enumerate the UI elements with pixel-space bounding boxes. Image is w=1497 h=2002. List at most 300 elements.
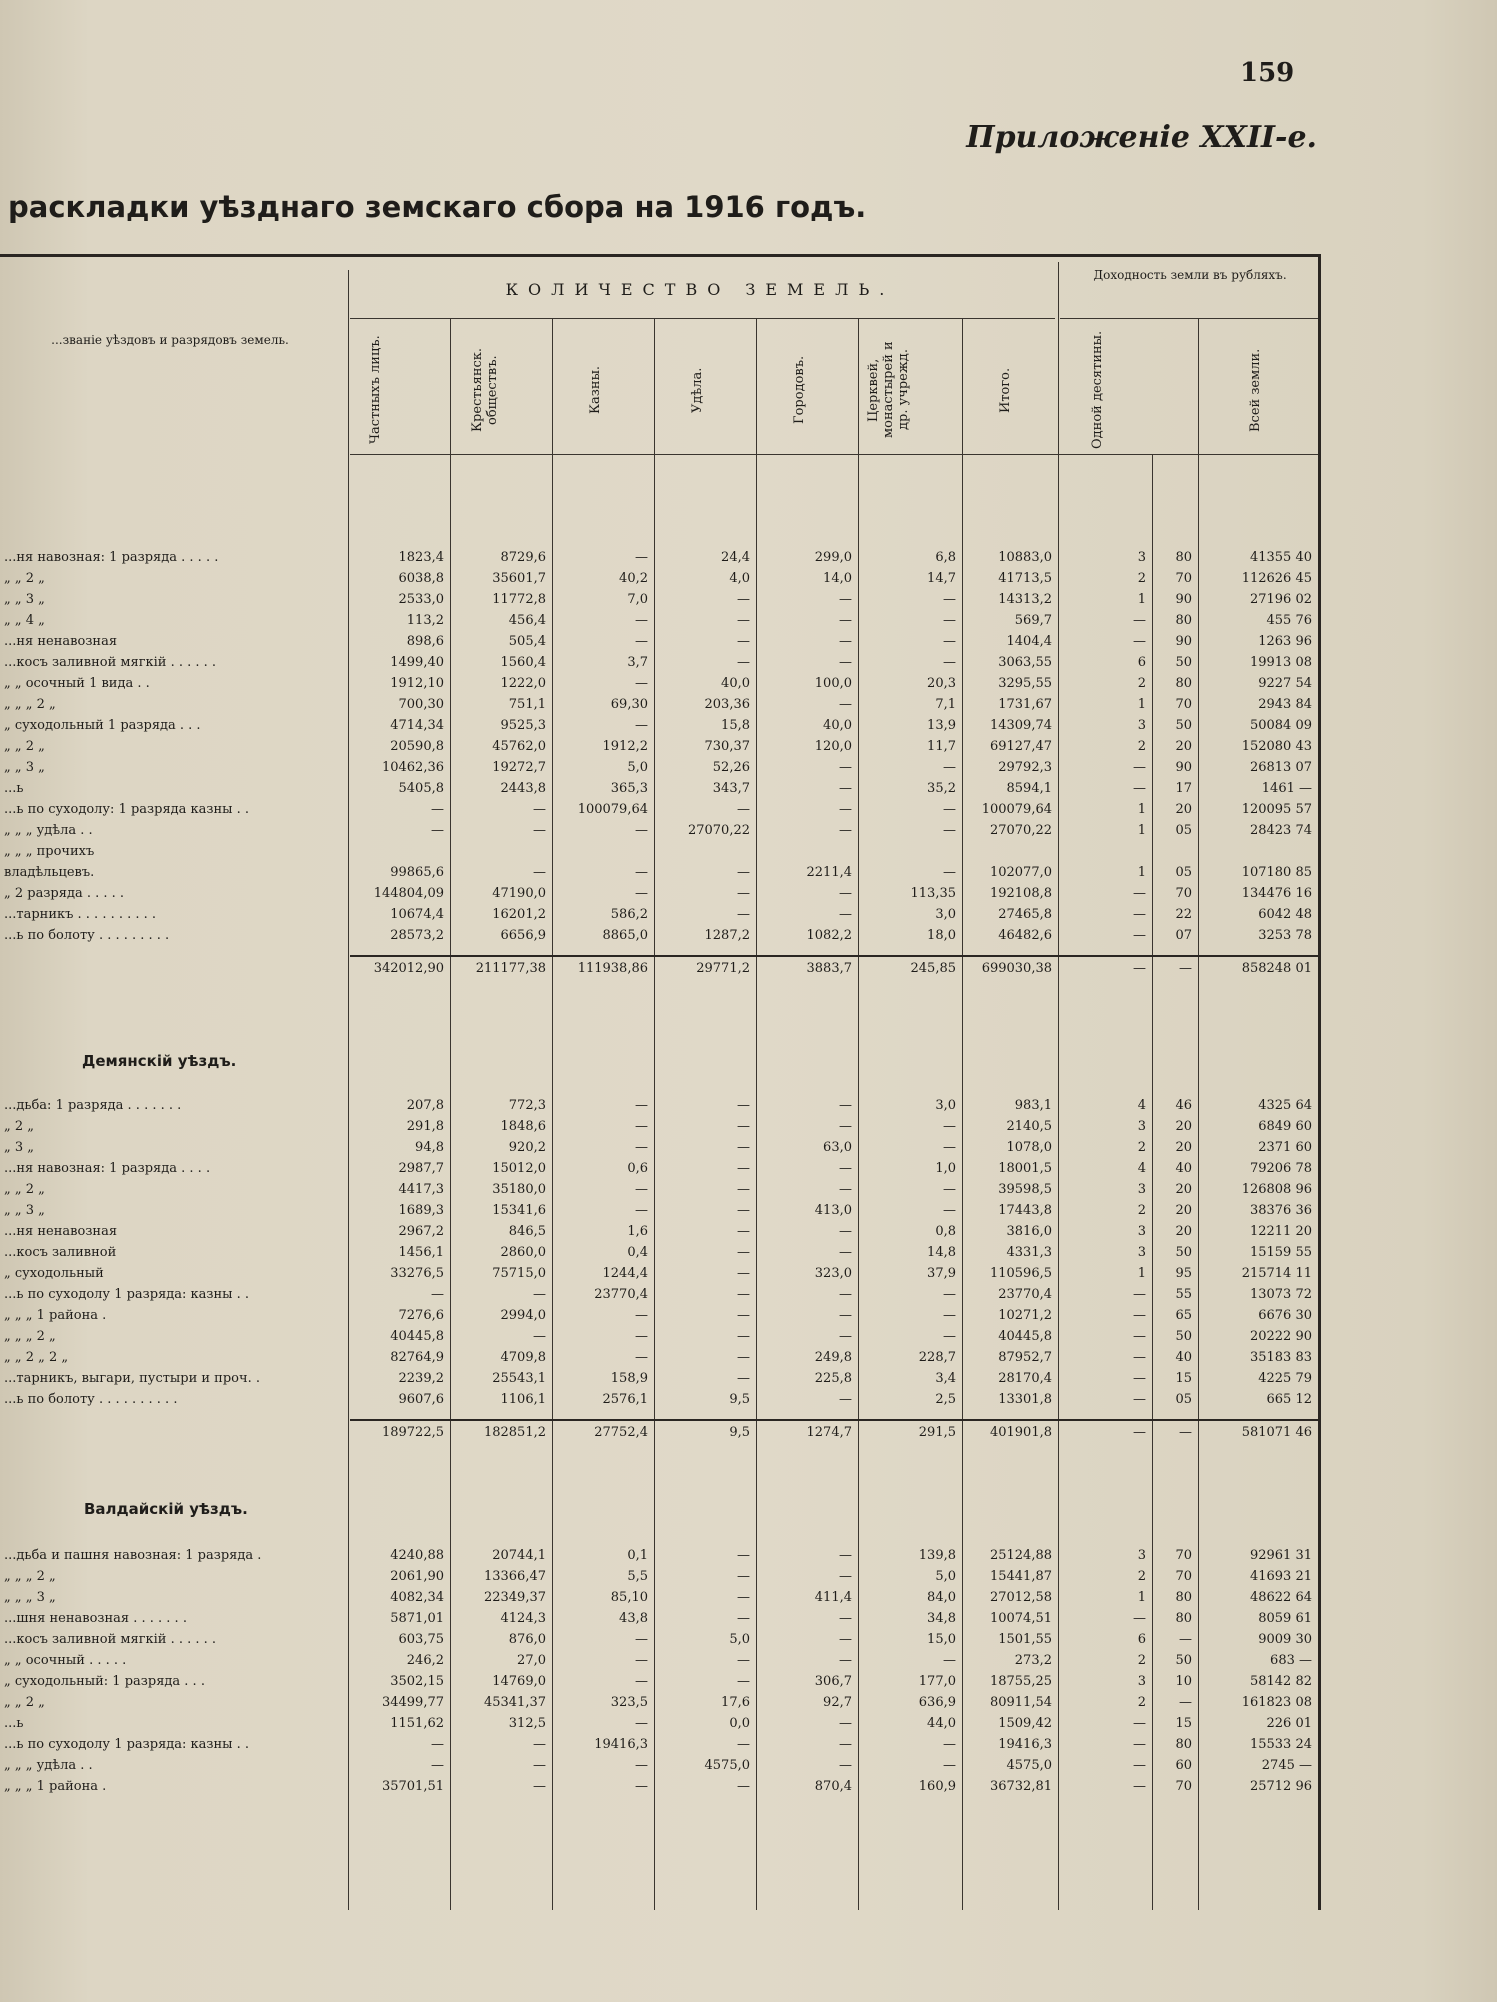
- table-cell: —: [737, 1140, 750, 1155]
- table-cell: 306,7: [814, 1674, 852, 1689]
- table-cell: 291,8: [406, 1119, 444, 1134]
- total-cell: 699030,38: [981, 961, 1052, 976]
- row-label: ...ня навозная: 1 разряда . . . . .: [4, 550, 219, 565]
- table-cell: 120,0: [814, 739, 852, 754]
- table-cell: 79206 78: [1249, 1161, 1312, 1176]
- table-row: [0, 1266, 1318, 1286]
- table-cell: —: [943, 655, 956, 670]
- table-cell: 50: [1175, 1329, 1192, 1344]
- row-label: „ „ „ 2 „: [4, 1569, 56, 1584]
- table-cell: —: [839, 613, 852, 628]
- table-cell: —: [431, 1737, 444, 1752]
- table-cell: —: [737, 1098, 750, 1113]
- table-row: [0, 1548, 1318, 1568]
- table-cell: —: [1133, 886, 1146, 901]
- header-total: Итого.: [998, 367, 1013, 413]
- section-title: Валдайскій уѣздъ.: [84, 1500, 248, 1518]
- table-cell: 177,0: [918, 1674, 956, 1689]
- table-cell: 2576,1: [602, 1392, 648, 1407]
- table-cell: 2: [1137, 1569, 1146, 1584]
- table-row: [0, 1203, 1318, 1223]
- table-cell: —: [839, 1119, 852, 1134]
- table-cell: 14,7: [927, 571, 956, 586]
- table-cell: 1263 96: [1258, 634, 1312, 649]
- table-cell: 82764,9: [390, 1350, 444, 1365]
- table-cell: —: [839, 1758, 852, 1773]
- table-cell: 80: [1175, 676, 1192, 691]
- row-label: „ „ „ прочихъ: [4, 844, 95, 859]
- table-cell: —: [737, 1779, 750, 1794]
- table-cell: 152080 43: [1241, 739, 1312, 754]
- table-cell: —: [533, 1737, 546, 1752]
- table-cell: 20: [1175, 1182, 1192, 1197]
- table-row: [0, 550, 1318, 570]
- row-label: „ „ 2 „: [4, 1695, 45, 1710]
- table-row: [0, 676, 1318, 696]
- table-cell: 41355 40: [1249, 550, 1312, 565]
- table-row: [0, 1674, 1318, 1694]
- table-cell: 15: [1175, 1371, 1192, 1386]
- table-row: [0, 1119, 1318, 1139]
- table-cell: —: [943, 613, 956, 628]
- table-cell: 40445,8: [998, 1329, 1052, 1344]
- table-cell: 1848,6: [500, 1119, 546, 1134]
- table-row: [0, 739, 1318, 759]
- table-cell: 24,4: [721, 550, 750, 565]
- table-cell: —: [943, 1203, 956, 1218]
- table-cell: —: [1179, 1695, 1192, 1710]
- table-cell: 3,4: [935, 1371, 956, 1386]
- row-label: ...ь по болоту . . . . . . . . .: [4, 928, 170, 943]
- table-cell: 15533 24: [1249, 1737, 1312, 1752]
- table-cell: 94,8: [415, 1140, 444, 1155]
- row-label: „ „ 2 „: [4, 571, 45, 586]
- table-cell: 7,0: [627, 592, 648, 607]
- table-cell: 225,8: [814, 1371, 852, 1386]
- table-cell: 10074,51: [989, 1611, 1052, 1626]
- table-cell: 40,0: [721, 676, 750, 691]
- row-label: „ „ осочный . . . . .: [4, 1653, 127, 1668]
- table-cell: 158,9: [610, 1371, 648, 1386]
- table-cell: 6: [1137, 655, 1146, 670]
- table-cell: 13073 72: [1249, 1287, 1312, 1302]
- table-cell: 1823,4: [398, 550, 444, 565]
- table-cell: —: [943, 802, 956, 817]
- table-cell: 4082,34: [390, 1590, 444, 1605]
- table-cell: 92,7: [823, 1695, 852, 1710]
- table-cell: —: [943, 1737, 956, 1752]
- table-cell: 14313,2: [998, 592, 1052, 607]
- row-label: „ „ 2 „: [4, 1182, 45, 1197]
- table-cell: 15441,87: [989, 1569, 1052, 1584]
- table-cell: —: [635, 718, 648, 733]
- table-cell: 2211,4: [806, 865, 852, 880]
- table-cell: —: [943, 634, 956, 649]
- table-cell: 20222 90: [1249, 1329, 1312, 1344]
- table-row: [0, 1287, 1318, 1307]
- table-cell: 4: [1137, 1098, 1146, 1113]
- table-cell: —: [1133, 1779, 1146, 1794]
- row-label: „ „ 3 „: [4, 592, 45, 607]
- table-cell: 65: [1175, 1308, 1192, 1323]
- table-cell: 2: [1137, 571, 1146, 586]
- table-cell: 3: [1137, 1119, 1146, 1134]
- table-cell: 3295,55: [998, 676, 1052, 691]
- table-cell: 3: [1137, 718, 1146, 733]
- table-cell: —: [635, 1203, 648, 1218]
- table-cell: 323,5: [610, 1695, 648, 1710]
- table-cell: 6676 30: [1258, 1308, 1312, 1323]
- table-cell: 46: [1175, 1098, 1192, 1113]
- table-cell: 411,4: [814, 1590, 852, 1605]
- table-cell: 40445,8: [390, 1329, 444, 1344]
- table-cell: —: [737, 1266, 750, 1281]
- table-cell: —: [431, 1287, 444, 1302]
- row-label: ...ь по суходолу: 1 разряда казны . .: [4, 802, 250, 817]
- header-all-land: Всей земли.: [1248, 348, 1263, 432]
- table-row: [0, 1779, 1318, 1799]
- row-label: „ „ „ 3 „: [4, 1590, 56, 1605]
- total-cell: 182851,2: [483, 1425, 546, 1440]
- table-cell: 5405,8: [398, 781, 444, 796]
- row-label: „ „ 3 „: [4, 1203, 45, 1218]
- table-cell: 27,0: [517, 1653, 546, 1668]
- table-cell: 12211 20: [1249, 1224, 1312, 1239]
- table-cell: —: [533, 1758, 546, 1773]
- table-cell: 100,0: [814, 676, 852, 691]
- table-cell: —: [737, 1350, 750, 1365]
- table-cell: —: [1133, 1308, 1146, 1323]
- table-cell: 19416,3: [998, 1737, 1052, 1752]
- table-cell: 13366,47: [483, 1569, 546, 1584]
- table-cell: —: [943, 1329, 956, 1344]
- row-label: „ „ „ 2 „: [4, 697, 56, 712]
- total-cell: 3883,7: [806, 961, 852, 976]
- table-cell: 3,0: [935, 907, 956, 922]
- total-cell: 29771,2: [696, 961, 750, 976]
- table-row: [0, 781, 1318, 801]
- header-private: Частныхъ лицъ.: [368, 335, 383, 445]
- header-divider: [350, 318, 1055, 319]
- table-cell: 20: [1175, 1140, 1192, 1155]
- table-cell: 63,0: [823, 1140, 852, 1155]
- table-cell: 100079,64: [577, 802, 648, 817]
- table-cell: —: [533, 865, 546, 880]
- table-cell: 4240,88: [390, 1548, 444, 1563]
- table-cell: 2: [1137, 1695, 1146, 1710]
- table-cell: —: [1133, 1611, 1146, 1626]
- table-cell: —: [839, 1308, 852, 1323]
- table-cell: 15,0: [927, 1632, 956, 1647]
- table-cell: 87952,7: [998, 1350, 1052, 1365]
- table-cell: 05: [1175, 823, 1192, 838]
- table-cell: 23770,4: [594, 1287, 648, 1302]
- total-cell: —: [1133, 1425, 1146, 1440]
- table-cell: —: [1133, 928, 1146, 943]
- row-label: ...ь по суходолу 1 разряда: казны . .: [4, 1737, 250, 1752]
- table-cell: 126808 96: [1241, 1182, 1312, 1197]
- table-cell: 70: [1175, 1548, 1192, 1563]
- row-label: ...косъ заливной: [4, 1245, 117, 1260]
- table-cell: 17,6: [721, 1695, 750, 1710]
- table-cell: 52,26: [712, 760, 750, 775]
- header-peasant: Крестьянск. обществъ.: [470, 347, 500, 433]
- table-cell: —: [635, 1653, 648, 1668]
- table-cell: 27070,22: [989, 823, 1052, 838]
- table-cell: 6: [1137, 1632, 1146, 1647]
- table-top-rule: [0, 254, 1318, 257]
- table-cell: 1: [1137, 697, 1146, 712]
- table-cell: 70: [1175, 1569, 1192, 1584]
- table-cell: 1499,40: [390, 655, 444, 670]
- table-cell: 26813 07: [1249, 760, 1312, 775]
- table-cell: 4575,0: [1006, 1758, 1052, 1773]
- table-cell: 113,2: [406, 613, 444, 628]
- row-label: ...тарникъ . . . . . . . . . .: [4, 907, 157, 922]
- table-cell: —: [737, 655, 750, 670]
- table-cell: 2061,90: [390, 1569, 444, 1584]
- row-label: ...дьба: 1 разряда . . . . . . .: [4, 1098, 182, 1113]
- table-cell: 365,3: [610, 781, 648, 796]
- row-label: ...ня ненавозная: [4, 634, 118, 649]
- table-cell: 120095 57: [1241, 802, 1312, 817]
- table-cell: 10271,2: [998, 1308, 1052, 1323]
- table-cell: —: [1133, 1329, 1146, 1344]
- table-cell: 1,6: [627, 1224, 648, 1239]
- table-cell: 246,2: [406, 1653, 444, 1668]
- table-cell: 1912,2: [602, 739, 648, 754]
- table-cell: 2: [1137, 676, 1146, 691]
- table-row: [0, 1758, 1318, 1778]
- table-cell: —: [1133, 1716, 1146, 1731]
- total-rule: [350, 1419, 1318, 1421]
- table-cell: —: [635, 865, 648, 880]
- row-label: ...косъ заливной мягкій . . . . . .: [4, 655, 217, 670]
- table-cell: 9,5: [729, 1392, 750, 1407]
- table-cell: 38376 36: [1249, 1203, 1312, 1218]
- total-cell: 27752,4: [594, 1425, 648, 1440]
- table-cell: 9009 30: [1258, 1632, 1312, 1647]
- total-cell: 211177,38: [475, 961, 546, 976]
- table-cell: 58142 82: [1249, 1674, 1312, 1689]
- table-cell: —: [737, 1245, 750, 1260]
- total-cell: —: [1133, 961, 1146, 976]
- page-number: 159: [1240, 58, 1295, 88]
- table-cell: —: [943, 865, 956, 880]
- table-cell: —: [1133, 1392, 1146, 1407]
- table-cell: 92961 31: [1249, 1548, 1312, 1563]
- table-cell: —: [839, 1245, 852, 1260]
- table-row: [0, 928, 1318, 948]
- table-cell: —: [839, 634, 852, 649]
- table-cell: 215714 11: [1241, 1266, 1312, 1281]
- table-cell: 18,0: [927, 928, 956, 943]
- row-label: „ суходольный 1 разряда . . .: [4, 718, 201, 733]
- table-cell: 110596,5: [989, 1266, 1052, 1281]
- table-cell: 1501,55: [998, 1632, 1052, 1647]
- table-cell: 249,8: [814, 1350, 852, 1365]
- table-cell: 5,5: [627, 1569, 648, 1584]
- table-cell: —: [839, 1098, 852, 1113]
- table-cell: —: [839, 1569, 852, 1584]
- table-row: [0, 1653, 1318, 1673]
- table-cell: 3502,15: [390, 1674, 444, 1689]
- table-row: [0, 634, 1318, 654]
- table-cell: 36732,81: [989, 1779, 1052, 1794]
- table-cell: 69,30: [610, 697, 648, 712]
- table-cell: —: [635, 1182, 648, 1197]
- table-cell: 1: [1137, 865, 1146, 880]
- table-cell: —: [737, 907, 750, 922]
- table-cell: 80: [1175, 613, 1192, 628]
- table-row: [0, 1098, 1318, 1118]
- table-cell: 14309,74: [989, 718, 1052, 733]
- table-cell: —: [737, 802, 750, 817]
- table-cell: —: [737, 1182, 750, 1197]
- table-cell: 683 —: [1270, 1653, 1312, 1668]
- table-cell: 1244,4: [602, 1266, 648, 1281]
- header-towns: Городовъ.: [792, 355, 807, 425]
- table-row: [0, 760, 1318, 780]
- table-cell: 70: [1175, 886, 1192, 901]
- table-cell: 46482,6: [998, 928, 1052, 943]
- table-cell: 20: [1175, 739, 1192, 754]
- table-cell: —: [1133, 760, 1146, 775]
- table-cell: —: [737, 1371, 750, 1386]
- table-cell: 27070,22: [687, 823, 750, 838]
- table-cell: 4225 79: [1258, 1371, 1312, 1386]
- table-cell: 2: [1137, 1653, 1146, 1668]
- row-label: „ 3 „: [4, 1140, 35, 1155]
- table-row: [0, 1569, 1318, 1589]
- table-cell: —: [839, 760, 852, 775]
- table-cell: 636,9: [918, 1695, 956, 1710]
- table-cell: —: [635, 1329, 648, 1344]
- table-cell: 10674,4: [390, 907, 444, 922]
- table-row: [0, 802, 1318, 822]
- table-cell: 1: [1137, 1590, 1146, 1605]
- table-cell: 134476 16: [1241, 886, 1312, 901]
- table-cell: —: [839, 781, 852, 796]
- table-row: [0, 1611, 1318, 1631]
- table-cell: —: [635, 1758, 648, 1773]
- table-cell: 4709,8: [500, 1350, 546, 1365]
- table-cell: —: [635, 1119, 648, 1134]
- row-label: „ „ „ удѣла . .: [4, 823, 93, 838]
- row-label: „ „ „ 2 „: [4, 1329, 56, 1344]
- table-cell: 9607,6: [398, 1392, 444, 1407]
- table-row: [0, 697, 1318, 717]
- table-cell: —: [533, 1779, 546, 1794]
- table-cell: 2: [1137, 739, 1146, 754]
- row-label: „ 2 „: [4, 1119, 35, 1134]
- table-row: [0, 1392, 1318, 1412]
- table-cell: —: [839, 1287, 852, 1302]
- table-cell: —: [943, 1119, 956, 1134]
- table-cell: 2745 —: [1261, 1758, 1312, 1773]
- table-cell: 35701,51: [381, 1779, 444, 1794]
- table-cell: 4325 64: [1258, 1098, 1312, 1113]
- table-cell: 3253 78: [1258, 928, 1312, 943]
- total-cell: —: [1179, 1425, 1192, 1440]
- table-cell: 18755,25: [989, 1674, 1052, 1689]
- table-cell: 60: [1175, 1758, 1192, 1773]
- table-cell: —: [839, 1182, 852, 1197]
- table-cell: —: [943, 592, 956, 607]
- table-cell: 1151,62: [390, 1716, 444, 1731]
- table-cell: 203,36: [704, 697, 750, 712]
- total-cell: 1274,7: [806, 1425, 852, 1440]
- table-cell: 13,9: [927, 718, 956, 733]
- table-cell: 983,1: [1014, 1098, 1052, 1113]
- table-cell: 2140,5: [1006, 1119, 1052, 1134]
- table-cell: 50: [1175, 1245, 1192, 1260]
- table-cell: 2533,0: [398, 592, 444, 607]
- table-cell: 455 76: [1266, 613, 1312, 628]
- table-cell: 14769,0: [492, 1674, 546, 1689]
- table-cell: —: [839, 1653, 852, 1668]
- table-cell: 25543,1: [492, 1371, 546, 1386]
- table-cell: 2371 60: [1258, 1140, 1312, 1155]
- total-row: [0, 1425, 1318, 1445]
- table-cell: 7276,6: [398, 1308, 444, 1323]
- table-cell: —: [635, 1308, 648, 1323]
- table-row: [0, 613, 1318, 633]
- table-cell: 37,9: [927, 1266, 956, 1281]
- table-cell: 05: [1175, 1392, 1192, 1407]
- table-cell: 1689,3: [398, 1203, 444, 1218]
- table-cell: 80911,54: [989, 1695, 1052, 1710]
- table-cell: 50084 09: [1249, 718, 1312, 733]
- table-cell: 10: [1175, 1674, 1192, 1689]
- table-cell: —: [533, 1287, 546, 1302]
- table-cell: —: [737, 1653, 750, 1668]
- table-cell: —: [737, 1161, 750, 1176]
- table-cell: 2239,2: [398, 1371, 444, 1386]
- row-label: ...шня ненавозная . . . . . . .: [4, 1611, 187, 1626]
- table-cell: —: [737, 1590, 750, 1605]
- table-cell: 192108,8: [989, 886, 1052, 901]
- table-cell: 139,8: [918, 1548, 956, 1563]
- table-cell: 19416,3: [594, 1737, 648, 1752]
- table-cell: 15341,6: [492, 1203, 546, 1218]
- table-cell: 107180 85: [1241, 865, 1312, 880]
- table-cell: 29792,3: [998, 760, 1052, 775]
- table-row: [0, 1140, 1318, 1160]
- table-cell: 772,3: [508, 1098, 546, 1113]
- table-cell: 1: [1137, 823, 1146, 838]
- table-cell: 1: [1137, 1266, 1146, 1281]
- row-label: „ суходольный: 1 разряда . . .: [4, 1674, 205, 1689]
- table-cell: —: [1133, 1758, 1146, 1773]
- table-cell: 3063,55: [998, 655, 1052, 670]
- table-cell: 586,2: [610, 907, 648, 922]
- table-cell: —: [533, 802, 546, 817]
- table-cell: 1,0: [935, 1161, 956, 1176]
- table-row: [0, 907, 1318, 927]
- table-cell: 50: [1175, 655, 1192, 670]
- section-title: Демянскій уѣздъ.: [82, 1052, 237, 1070]
- table-cell: 2443,8: [500, 781, 546, 796]
- table-cell: 6038,8: [398, 571, 444, 586]
- table-cell: 751,1: [508, 697, 546, 712]
- table-cell: 6,8: [935, 550, 956, 565]
- table-cell: 80: [1175, 1611, 1192, 1626]
- table-cell: 8729,6: [500, 550, 546, 565]
- row-label: ...дьба и пашня навозная: 1 разряда .: [4, 1548, 262, 1563]
- table-cell: —: [737, 1224, 750, 1239]
- table-cell: 144804,09: [373, 886, 444, 901]
